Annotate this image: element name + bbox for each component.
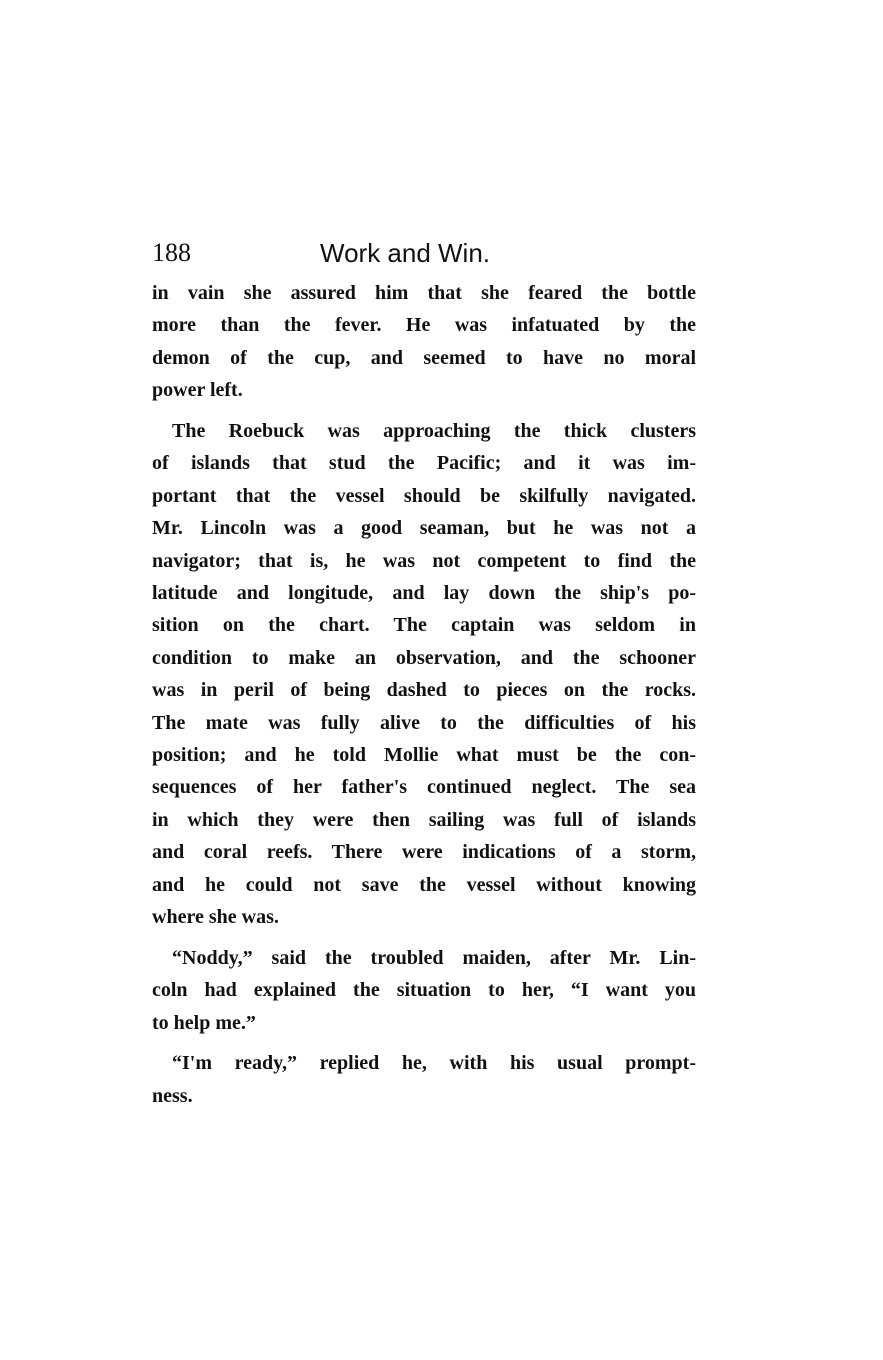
text-line: and he could not save the vessel without knowing (152, 873, 696, 896)
paragraph-gap (152, 1039, 696, 1048)
page-number: 188 (152, 238, 191, 267)
text-line: The Roebuck was approaching the thick clusters (172, 420, 696, 443)
running-header (152, 238, 696, 272)
paragraph (152, 942, 696, 1039)
text-line: “Noddy,” said the troubled maiden, after Mr. Lin- (172, 946, 696, 969)
text-line: in which they were then sailing was full of islands (152, 808, 696, 831)
text-line: The mate was fully alive to the difficulties of his (152, 711, 696, 734)
text-line: navigator; that is, he was not competent to find the (152, 549, 696, 572)
text-line: to help me.” (152, 1011, 256, 1034)
text-line: “I'm ready,” replied he, with his usual prompt- (172, 1052, 696, 1075)
running-title: Work and Win. (320, 238, 491, 268)
text-line: sequences of her father's continued neglect. The sea (152, 776, 696, 799)
text-line: portant that the vessel should be skilfully navigated. (152, 484, 696, 507)
paragraph (152, 415, 696, 933)
text-line: of islands that stud the Pacific; and it was im- (152, 452, 696, 475)
text-line: was in peril of being dashed to pieces on the rocks. (152, 679, 696, 702)
text-line: in vain she assured him that she feared the bottle (152, 282, 696, 304)
text-line: demon of the cup, and seemed to have no moral (152, 346, 696, 369)
text-line: Mr. Lincoln was a good seaman, but he was not a (152, 517, 696, 540)
text-line: latitude and longitude, and lay down the ship's po- (152, 582, 696, 605)
paragraph-gap (152, 407, 696, 416)
text-line: position; and he told Mollie what must be the con- (152, 743, 696, 766)
text-line: where she was. (152, 905, 279, 928)
paragraph-gap (152, 933, 696, 942)
text-line: condition to make an observation, and the schooner (152, 646, 696, 669)
text-line: and coral reefs. There were indications of a storm, (152, 841, 696, 864)
text-line: coln had explained the situation to her, “I want you (152, 979, 696, 1002)
paragraph (152, 1047, 696, 1112)
text-line: sition on the chart. The captain was seldom in (152, 614, 696, 637)
paragraph (152, 277, 696, 407)
text-line: ness. (152, 1084, 193, 1107)
text-line: more than the fever. He was infatuated by the (152, 314, 696, 337)
text-line: power left. (152, 379, 243, 402)
page-body (152, 277, 696, 1112)
